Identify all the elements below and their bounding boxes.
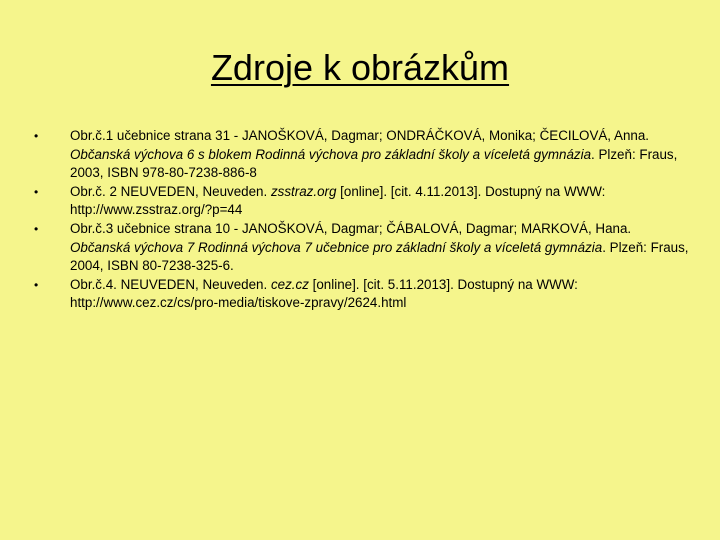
list-item [0,183,720,220]
bullet-icon: • [34,277,39,292]
item-lead: Obr.č.1 učebnice strana 31 - JANOŠKOVÁ, Dagmar; ONDRÁČKOVÁ, Monika; ČECILOVÁ, Anna. [70,128,650,143]
list-item [0,127,720,183]
bullet-icon: • [34,221,39,236]
item-lead: Obr.č. 2 NEUVEDEN, Neuveden. [70,183,271,199]
bullet-icon: • [34,184,39,199]
item-lead: Obr.č.3 učebnice strana 10 - JANOŠKOVÁ, Dagmar; ČÁBALOVÁ, Dagmar; MARKOVÁ, Hana. [70,220,632,236]
item-tail: . Plzeň: Fraus, 2003, ISBN 978-80-7238-886-8 [70,146,678,181]
bullet-icon: • [34,129,39,143]
item-title: cez.cz [270,276,309,292]
item-title: Občanská výchova 6 s blokem Rodinná výchova pro základní školy a víceletá gymnázia [70,146,592,162]
list-item [0,220,720,276]
item-tail: [online]. [cit. 4.11.2013]. Dostupný na WWW: http://www.zsstraz.org/?p=44 [70,183,606,218]
list-item [0,276,720,313]
slide-title: Zdroje k obrázkům [210,47,510,88]
item-tail: . Plzeň: Fraus, 2004, ISBN 80-7238-325-6. [70,239,689,274]
item-title: Občanská výchova 7 Rodinná výchova 7 učebnice pro základní školy a víceletá gymnázia [70,239,603,255]
sources-list [0,127,720,313]
item-tail: [online]. [cit. 5.11.2013]. Dostupný na WWW: http://www.cez.cz/cs/pro-media/tiskove-zpravy/2624.html [70,276,578,311]
item-lead: Obr.č.4. NEUVEDEN, Neuveden. [70,276,271,292]
item-title: zsstraz.org [270,183,337,199]
